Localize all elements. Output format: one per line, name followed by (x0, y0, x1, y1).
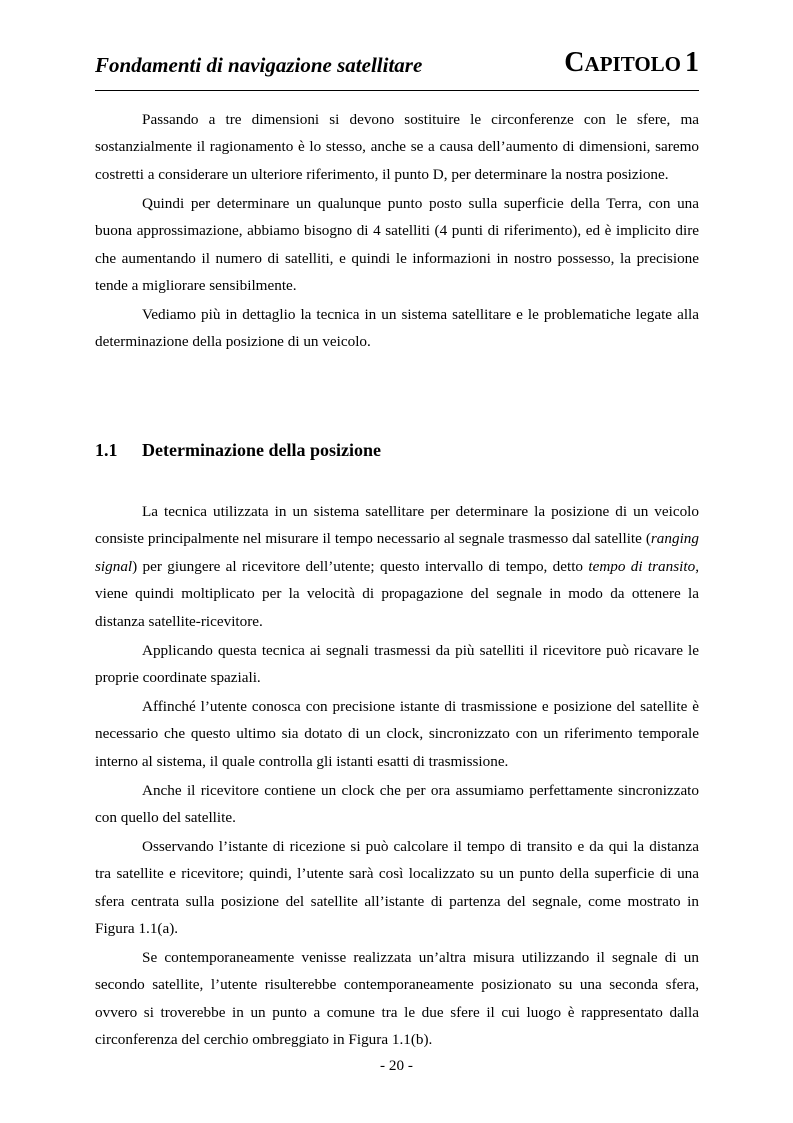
section-heading (95, 440, 699, 461)
section-number: 1.1 (95, 440, 118, 460)
book-title: Fondamenti di navigazione satellitare (95, 53, 423, 77)
chapter-word: APITOLO (584, 52, 681, 76)
text-run: La tecnica utilizzata in un sistema satellitare per determinare la posizione di un veicolo consiste principalmente nel misurare il tempo necessario al segnale trasmesso dal satellite ( (95, 503, 699, 548)
paragraph: Quindi per determinare un qualunque punto posto sulla superficie della Terra, con una buona approssimazione, abbiamo bisogno di 4 satelliti (4 punti di riferimento), ed è implicito dire che aumentando il numero di satelliti, e quindi le informazioni in nostro possesso, la precisione tende a migliorare sensibilmente. (95, 194, 699, 294)
section-text (95, 498, 699, 1055)
page-number: - 20 - (380, 1057, 413, 1074)
paragraph: Passando a tre dimensioni si devono sostituire le circonferenze con le sfere, ma sostanzialmente il ragionamento è lo stesso, anche se a causa dell’aumento di dimensioni, saremo costretti a considerare un ulteriore riferimento, il punto D, per determinare la nostra posizione. (95, 111, 699, 183)
chapter-initial: C (564, 47, 585, 78)
paragraph (95, 498, 699, 635)
header-rule (95, 90, 699, 91)
paragraph: Affinché l’utente conosca con precisione istante di trasmissione e posizione del satellite è necessario che questo ultimo sia dotato di un clock, sincronizzato con un riferimento temporale interno al sistema, il quale controlla gli istanti esatti di trasmissione. (95, 697, 699, 770)
running-header (95, 47, 699, 86)
section-title: Determinazione della posizione (142, 440, 381, 460)
paragraph: Applicando questa tecnica ai segnali trasmessi da più satelliti il ricevitore può ricavare le proprie coordinate spaziali. (95, 641, 699, 686)
chapter-label (564, 47, 699, 79)
text-run: , viene quindi moltiplicato per la velocità di propagazione del segnale in modo da ottenere la distanza satellite-ricevitore. (95, 557, 699, 630)
chapter-number: 1 (685, 47, 699, 78)
paragraph: Vediamo più in dettaglio la tecnica in un sistema satellitare e le problematiche legate alla determinazione della posizione di un veicolo. (95, 305, 699, 351)
text-run: ) per giungere al ricevitore dell’utente; questo intervallo di tempo, detto (132, 557, 589, 575)
emphasis-ranging-signal: ranging signal (95, 530, 699, 575)
paragraph: Se contemporaneamente venisse realizzata un’altra misura utilizzando il segnale di un secondo satellite, l’utente risulterebbe contemporaneamente posizionato su una seconda sfera, ovvero si troverebbe in un punto a comune tra le due sfere il cui luogo è rappresentato dalla circonferenza del cerchio ombreggiato in Figura 1.1(b). (95, 949, 699, 1049)
emphasis-tempo-di-transito: tempo di transito (588, 557, 696, 575)
paragraph: Anche il ricevitore contiene un clock che per ora assumiamo perfettamente sincronizzato con quello del satellite. (95, 781, 699, 826)
intro-text (95, 106, 699, 357)
paragraph: Osservando l’istante di ricezione si può calcolare il tempo di transito e da qui la distanza tra satellite e ricevitore; quindi, l’utente sarà così localizzato su un punto della superficie di una sfera centrata sulla posizione del satellite all’istante di partenza del segnale, come mostrato in Figura 1.1(a). (95, 837, 699, 938)
